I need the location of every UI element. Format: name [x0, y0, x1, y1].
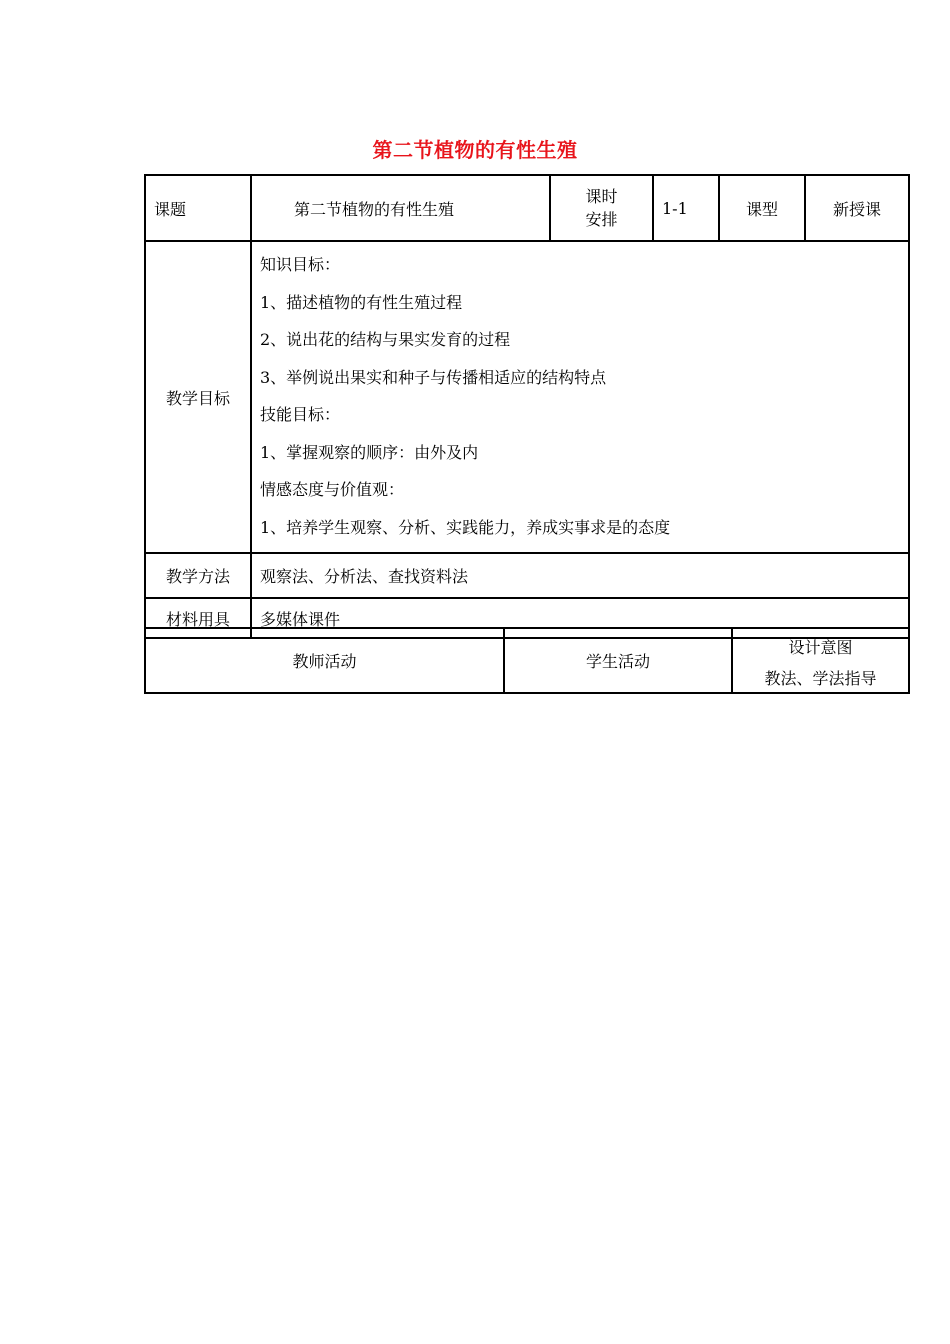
page-title: 第二节植物的有性生殖 — [372, 138, 578, 162]
goal-line: 情感态度与价值观： — [260, 480, 405, 499]
design-intent-header — [732, 628, 909, 693]
schedule-label-line2: 安排 — [585, 210, 618, 229]
goal-line: 技能目标： — [260, 405, 341, 424]
goal-line: 2、说出花的结构与果实发育的过程 — [260, 330, 511, 349]
type-value: 新授课 — [805, 175, 909, 241]
schedule-label-line1: 课时 — [585, 187, 618, 206]
materials-value: 多媒体课件 — [251, 598, 909, 638]
teacher-activity-header: 教师活动 — [145, 628, 504, 693]
method-label: 教学方法 — [145, 553, 251, 598]
activities-header-row — [145, 628, 909, 693]
design-intent-line1: 设计意图 — [788, 637, 853, 657]
materials-label: 材料用具 — [145, 598, 251, 638]
goal-line: 1、描述植物的有性生殖过程 — [260, 292, 463, 312]
goal-line: 1、掌握观察的顺序：由外及内 — [260, 442, 479, 462]
topic-value: 第二节植物的有性生殖 — [251, 175, 550, 241]
method-row — [145, 553, 909, 598]
topic-label: 课题 — [145, 175, 251, 241]
design-intent-line2: 教法、学法指导 — [764, 668, 877, 688]
header-row — [145, 175, 909, 241]
goal-line: 知识目标： — [260, 255, 341, 274]
schedule-value: 1-1 — [653, 175, 719, 241]
type-label: 课型 — [719, 175, 805, 241]
goals-row — [145, 241, 909, 553]
lesson-info-table — [144, 174, 910, 639]
schedule-label — [550, 175, 653, 241]
method-value: 观察法、分析法、查找资料法 — [251, 553, 909, 598]
goals-content — [251, 241, 909, 553]
student-activity-header: 学生活动 — [504, 628, 732, 693]
activities-table — [144, 627, 910, 694]
goal-line: 1、培养学生观察、分析、实践能力，养成实事求是的态度 — [260, 517, 671, 537]
goals-label: 教学目标 — [145, 241, 251, 553]
goal-line: 3、举例说出果实和种子与传播相适应的结构特点 — [260, 367, 607, 387]
